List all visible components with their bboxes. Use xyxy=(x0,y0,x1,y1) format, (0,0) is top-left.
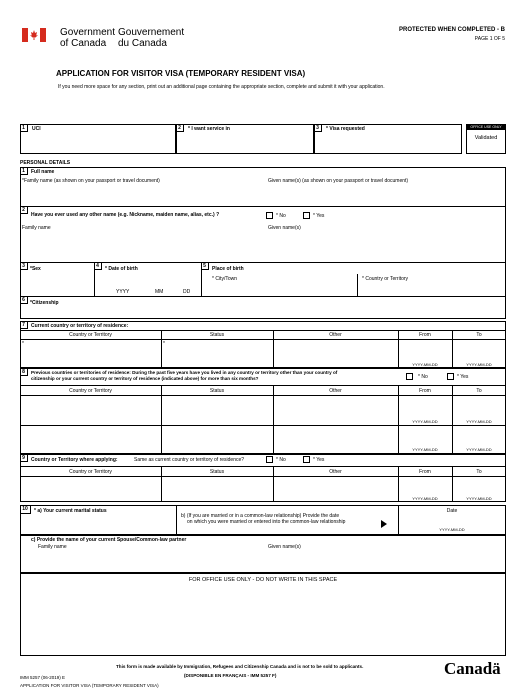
q3-sex-label: *Sex xyxy=(30,266,41,272)
q9-col-other: Other xyxy=(329,469,342,475)
q1-family-label[interactable]: *Family name (as shown on your passport or travel document) xyxy=(22,178,160,184)
q1-number: 1 xyxy=(20,167,28,175)
uci-number: 1 xyxy=(20,124,28,132)
form-title: APPLICATION FOR VISITOR VISA (TEMPORARY RESIDENT VISA) xyxy=(56,69,306,78)
q8-row2-from-format[interactable]: YYYY-MM-DD xyxy=(412,447,438,452)
q5-place-label: Place of birth xyxy=(212,266,244,272)
q4-number: 4 xyxy=(94,262,102,270)
q2-label: Have you ever used any other name (e.g. Nickname, maiden name, alias, etc.) ? xyxy=(31,212,220,218)
q8-label-line1: Previous countries or territories of residence: During the past five years have you lived in any country or territory other than your country of xyxy=(31,370,338,375)
q8-yes-label: * Yes xyxy=(457,374,469,380)
french-note: (DISPONIBLE EN FRANÇAIS - IMM 5257 F) xyxy=(184,673,277,678)
protected-label: PROTECTED WHEN COMPLETED - B xyxy=(399,27,505,33)
availability-note: This form is made available by Immigration, Refugees and Citizenship Canada and is not to be sold to applicants. xyxy=(116,664,364,669)
q9-col-to: To xyxy=(476,469,482,475)
q4-dob-label: * Date of birth xyxy=(105,266,138,272)
q7-col-to: To xyxy=(476,332,482,338)
q9-yes-label: * Yes xyxy=(313,457,325,463)
q7-col-status: Status xyxy=(209,332,225,338)
q9-to-format[interactable]: YYYY-MM-DD xyxy=(466,496,492,501)
gov-fr-line1: Gouvernement xyxy=(118,27,185,38)
q10-b-label-line1: b) (If you are married or in a common-law relationship) Provide the date xyxy=(181,513,340,519)
validated-label: Validated xyxy=(474,135,498,141)
uci-label: UCI xyxy=(32,126,41,132)
gov-en-line1: Government xyxy=(60,27,116,38)
q2-yes-checkbox[interactable] xyxy=(303,212,310,219)
q9-yes-checkbox[interactable] xyxy=(303,456,310,463)
office-use-header: OFFICE USE ONLY xyxy=(466,124,506,130)
spouse-family-label[interactable]: Family name xyxy=(38,544,67,550)
q4-mm: MM xyxy=(155,289,164,295)
q8-col-status: Status xyxy=(209,388,225,394)
q7-col-country: Country or Territory xyxy=(69,332,112,338)
q9-from-format[interactable]: YYYY-MM-DD xyxy=(412,496,438,501)
q8-row2-to-format[interactable]: YYYY-MM-DD xyxy=(466,447,492,452)
q8-col-other: Other xyxy=(329,388,342,394)
q9-col-country: Country or Territory xyxy=(69,469,112,475)
q1-given-label[interactable]: Given name(s) (as shown on your passport or travel document) xyxy=(268,178,409,184)
q2-no-label: * No xyxy=(276,213,286,219)
q7-label: Current country or territory of residence: xyxy=(31,323,129,329)
q2-no-checkbox[interactable] xyxy=(266,212,273,219)
canada-flag-icon xyxy=(22,28,46,42)
q7-status-required: * xyxy=(163,341,165,347)
q8-no-checkbox[interactable] xyxy=(406,373,413,380)
q7-col-other: Other xyxy=(329,332,342,338)
q8-row1-from-format[interactable]: YYYY-MM-DD xyxy=(412,419,438,424)
q4-dd: DD xyxy=(183,289,191,295)
q9-col-from: From xyxy=(419,469,431,475)
q10-number: 10 xyxy=(20,505,31,514)
page-number: PAGE 1 OF 5 xyxy=(474,36,505,42)
form-number: IMM 5257 (06-2019) E xyxy=(20,675,66,680)
q4-yyyy: YYYY xyxy=(116,289,130,295)
q5-city-label[interactable]: * City/Town xyxy=(212,276,238,282)
uci-field[interactable] xyxy=(20,124,176,154)
q8-col-to: To xyxy=(476,388,482,394)
footer-form-title: APPLICATION FOR VISITOR VISA (TEMPORARY RESIDENT VISA) xyxy=(20,683,159,688)
office-use-text: FOR OFFICE USE ONLY - DO NOT WRITE IN THIS SPACE xyxy=(188,577,338,583)
q9-same-label: Same as current country or territory of residence? xyxy=(134,457,245,463)
q7-from-format[interactable]: YYYY-MM-DD xyxy=(412,362,438,367)
q10-date-format[interactable]: YYYY-MM-DD xyxy=(439,527,465,532)
q9-no-label: * No xyxy=(276,457,286,463)
q9-number: 9 xyxy=(20,454,28,462)
q8-no-label: * No xyxy=(418,374,428,380)
q8-row1-to-format[interactable]: YYYY-MM-DD xyxy=(466,419,492,424)
q9-label: Country or Territory where applying: xyxy=(31,457,118,463)
q1-label: Full name xyxy=(31,169,55,175)
q10-marital-label: * a) Your current marital status xyxy=(34,508,107,514)
spouse-label: c) Provide the name of your current Spouse/Common-law partner xyxy=(31,537,187,543)
form-instruction: If you need more space for any section, print out an additional page containing the appropriate section, complete and submit it with your application. xyxy=(58,84,385,90)
q7-to-format[interactable]: YYYY-MM-DD xyxy=(466,362,492,367)
service-label: * I want service in xyxy=(188,126,230,132)
q8-col-country: Country or Territory xyxy=(69,388,112,394)
personal-details-heading: PERSONAL DETAILS xyxy=(20,160,71,166)
service-number: 2 xyxy=(176,124,184,132)
q7-country-required: * xyxy=(22,341,24,347)
q7-col-from: From xyxy=(419,332,431,338)
q9-col-status: Status xyxy=(209,469,225,475)
office-use-box xyxy=(20,573,506,656)
q3-number: 3 xyxy=(20,262,28,270)
q8-number: 8 xyxy=(20,368,28,376)
gov-fr-line2: du Canada xyxy=(118,38,167,49)
q5-number: 5 xyxy=(201,262,209,270)
q2-family-label[interactable]: Family name xyxy=(22,225,51,231)
arrow-right-icon xyxy=(380,515,388,523)
q5-country-label[interactable]: * Country or Territory xyxy=(362,276,409,282)
canada-wordmark: Canadä xyxy=(444,659,501,678)
visa-label: * Visa requested xyxy=(326,126,365,132)
spouse-given-label[interactable]: Given name(s) xyxy=(268,544,301,550)
q6-citizenship-label: *Citizenship xyxy=(30,300,59,306)
q10-b-label-line2: on which you were married or entered into the common-law relationship xyxy=(187,519,346,525)
q8-yes-checkbox[interactable] xyxy=(447,373,454,380)
q2-given-label[interactable]: Given name(s) xyxy=(268,225,301,231)
q8-label-line2: citizenship or your current country or territory of residence (indicated above) for more than six months? xyxy=(31,376,259,381)
q6-number: 6 xyxy=(20,296,28,304)
gov-en-line2: of Canada xyxy=(60,38,107,49)
visa-number: 3 xyxy=(314,124,322,132)
q10-date-label: Date xyxy=(446,508,458,514)
q2-number: 2 xyxy=(20,206,28,214)
q2-yes-label: * Yes xyxy=(313,213,325,219)
q8-col-from: From xyxy=(419,388,431,394)
q7-number: 7 xyxy=(20,321,28,329)
q9-no-checkbox[interactable] xyxy=(266,456,273,463)
